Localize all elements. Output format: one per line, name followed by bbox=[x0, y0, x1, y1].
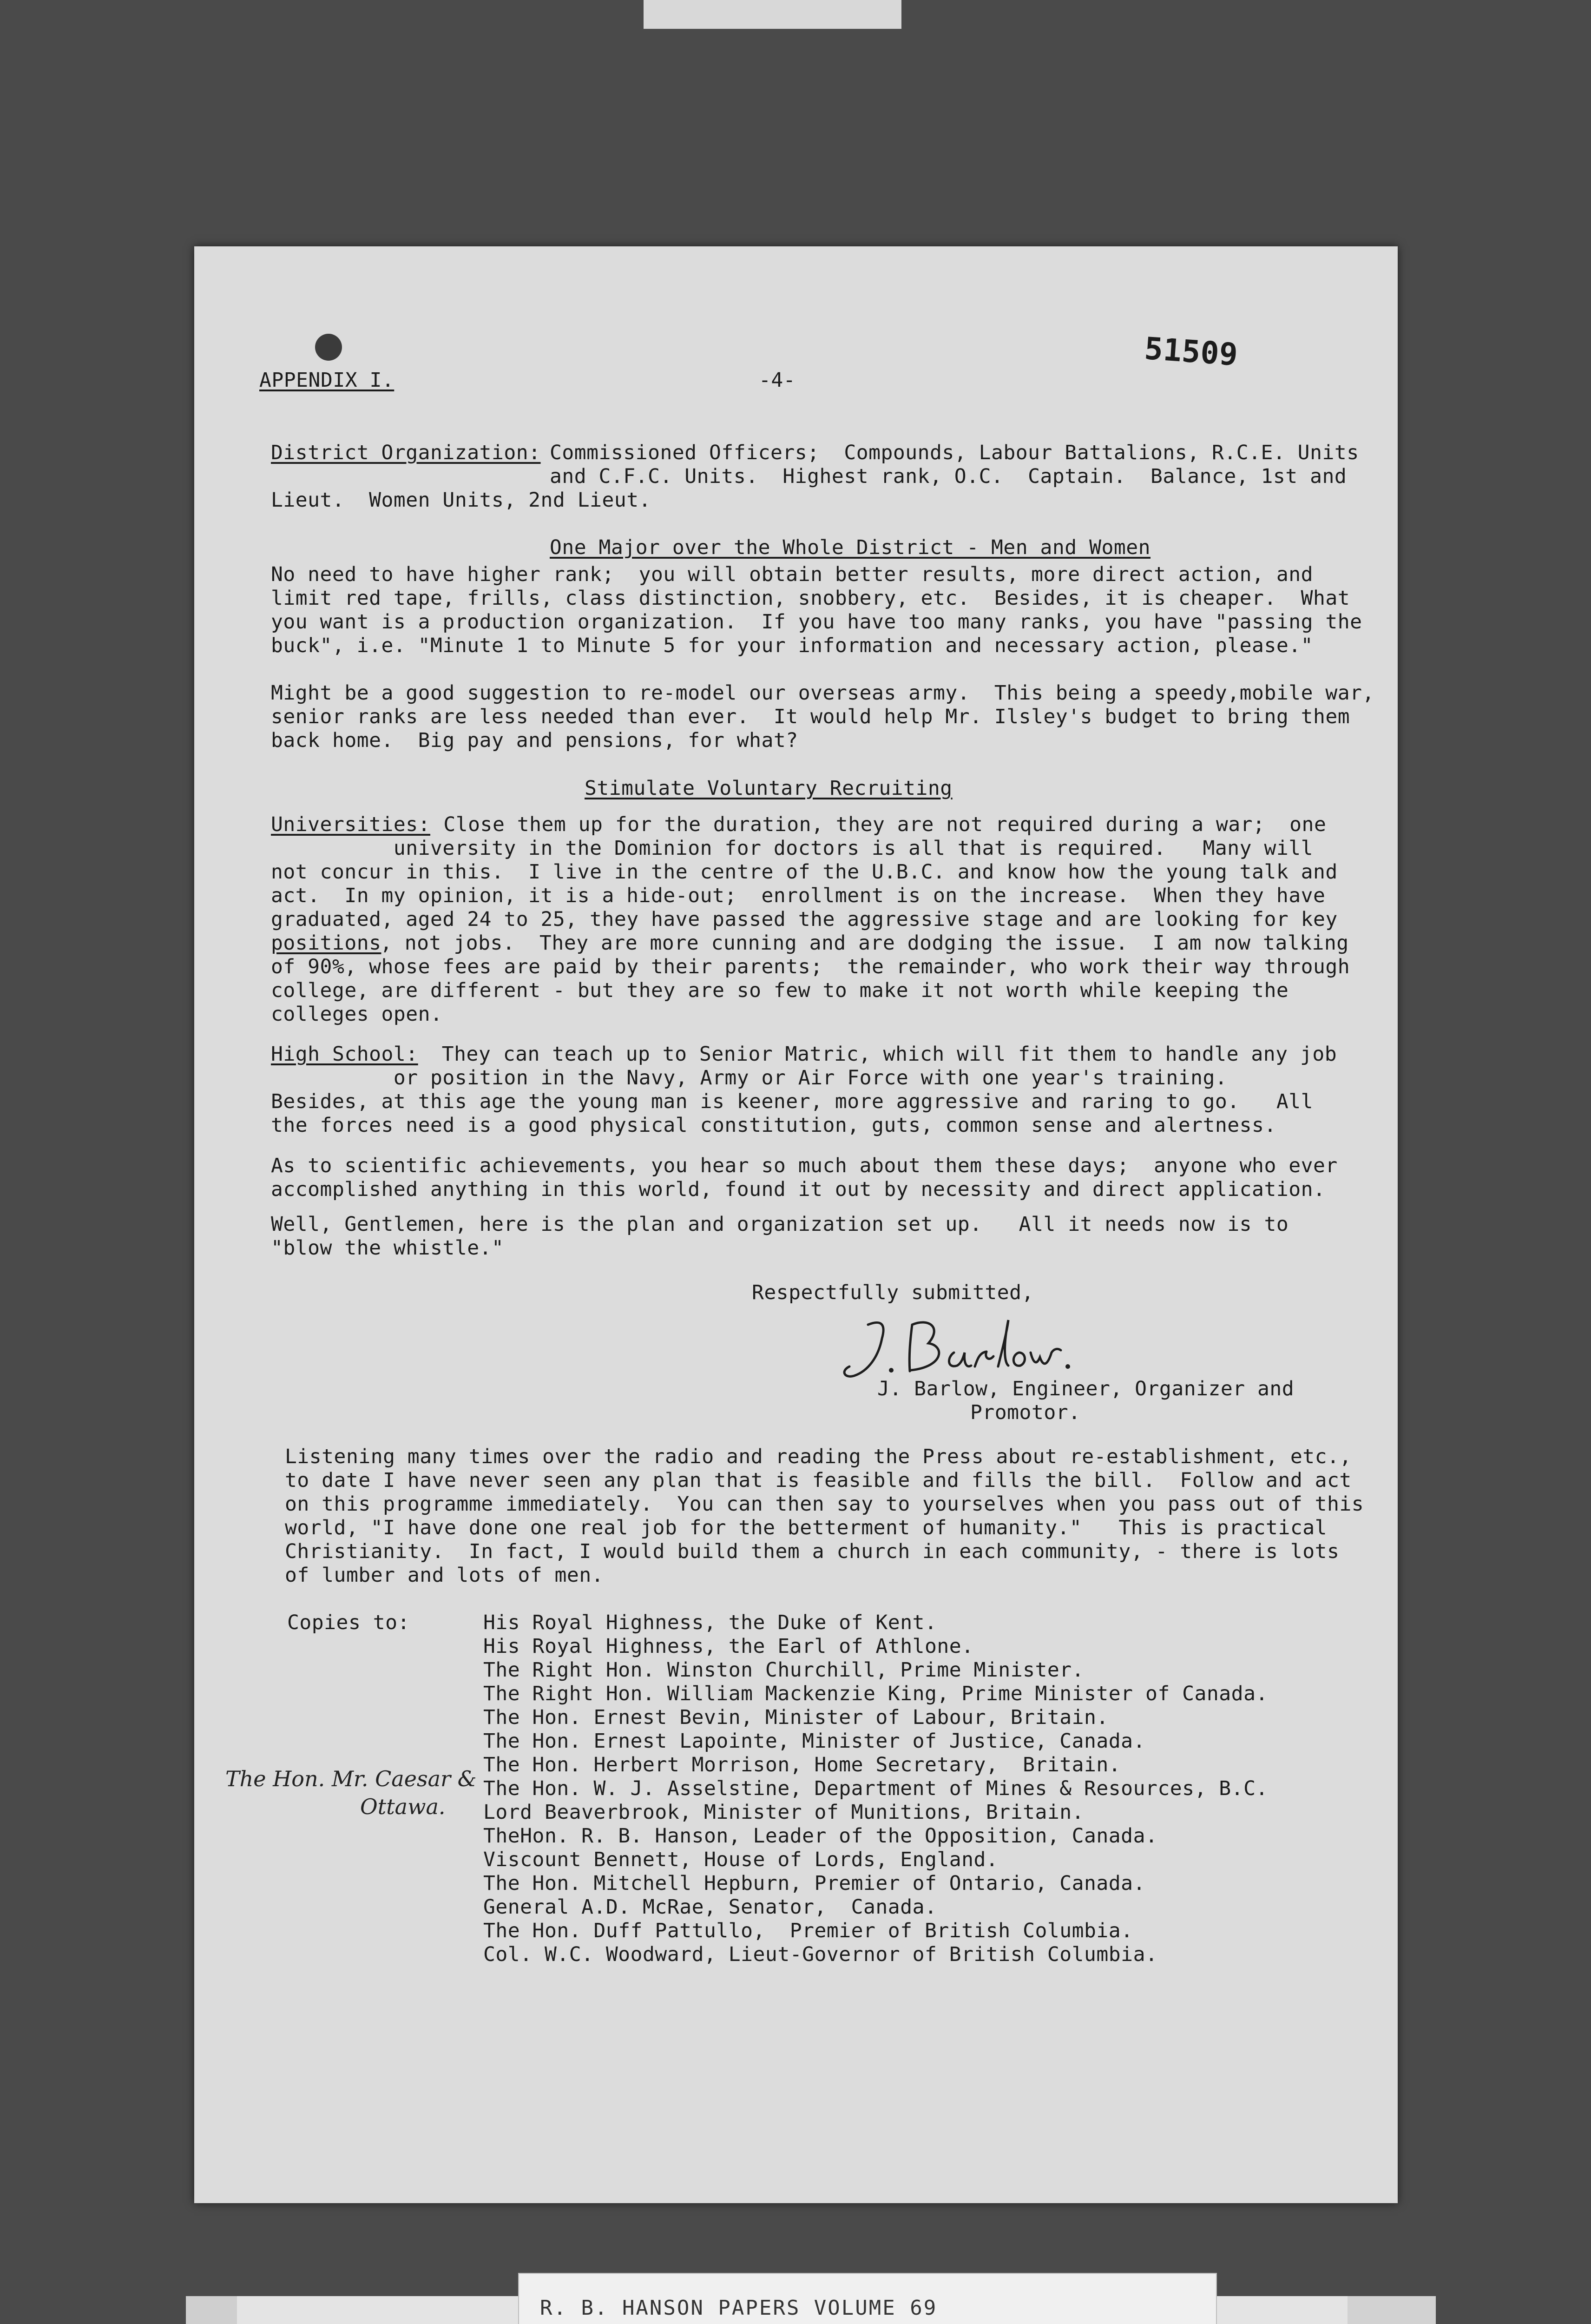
paragraph-line: , not jobs. They are more cunning and are dodging the issue. I am now talking bbox=[380, 931, 1349, 955]
recipient: The Right Hon. William Mackenzie King, Prime Minister of Canada. bbox=[483, 1682, 1268, 1705]
paragraph-line: senior ranks are less needed than ever. It would help Mr. Ilsley's budget to bring them bbox=[271, 705, 1350, 728]
document-page bbox=[194, 246, 1398, 2203]
recipient: The Hon. W. J. Asselstine, Department of Mines & Resources, B.C. bbox=[483, 1777, 1268, 1800]
district-org-line: Commissioned Officers; Compounds, Labour Battalions, R.C.E. Units bbox=[550, 441, 1359, 464]
appendix-label: APPENDIX I. bbox=[259, 369, 394, 392]
postscript-line: Listening many times over the radio and reading the Press about re-establishment, etc., bbox=[285, 1445, 1352, 1468]
postscript-line: Christianity. In fact, I would build them a church in each community, - there is lots bbox=[285, 1540, 1340, 1563]
recipient: His Royal Highness, the Earl of Athlone. bbox=[483, 1635, 974, 1658]
postscript-line: world, "I have done one real job for the betterment of humanity." This is practical bbox=[285, 1516, 1327, 1539]
paragraph-line: colleges open. bbox=[271, 1003, 443, 1026]
respectfully-submitted: Respectfully submitted, bbox=[752, 1281, 1034, 1304]
recipient: Lord Beaverbrook, Minister of Munitions, Britain. bbox=[483, 1801, 1085, 1824]
paragraph-line: Well, Gentlemen, here is the plan and organization set up. All it needs now is to bbox=[271, 1213, 1289, 1236]
handwritten-note: Ottawa. bbox=[360, 1794, 446, 1819]
recipient: Col. W.C. Woodward, Lieut-Governor of British Columbia. bbox=[483, 1943, 1158, 1966]
recipient: His Royal Highness, the Duke of Kent. bbox=[483, 1611, 937, 1634]
punch-hole bbox=[315, 334, 342, 361]
postscript-line: of lumber and lots of men. bbox=[285, 1564, 604, 1587]
top-paper-tab bbox=[644, 0, 901, 29]
district-org-line: and C.F.C. Units. Highest rank, O.C. Captain. Balance, 1st and bbox=[550, 465, 1347, 488]
paragraph-line: act. In my opinion, it is a hide-out; enrollment is on the increase. When they have bbox=[271, 884, 1326, 907]
document-number: 51509 bbox=[1143, 330, 1239, 373]
paragraph-line: As to scientific achievements, you hear so much about them these days; anyone who ever bbox=[271, 1154, 1338, 1177]
recipient: The Hon. Duff Pattullo, Premier of British Columbia. bbox=[483, 1919, 1133, 1942]
recipient: Viscount Bennett, House of Lords, England. bbox=[483, 1848, 999, 1871]
paragraph-line: accomplished anything in this world, found it out by necessity and direct application. bbox=[271, 1178, 1326, 1201]
signature bbox=[835, 1306, 1077, 1385]
postscript-line: to date I have never seen any plan that is feasible and fills the bill. Follow and act bbox=[285, 1469, 1352, 1492]
volume-label: R. B. HANSON PAPERS VOLUME 69 bbox=[540, 2296, 938, 2320]
key-positions-underlined: positions bbox=[271, 931, 381, 955]
paragraph-line: Close them up for the duration, they are not required during a war; one bbox=[431, 813, 1327, 836]
paragraph-line: graduated, aged 24 to 25, they have passed the aggressive stage and are looking for key bbox=[271, 908, 1338, 931]
paragraph-line: you want is a production organization. If you have too many ranks, you have "passing the bbox=[271, 610, 1362, 634]
recipient: General A.D. McRae, Senator, Canada. bbox=[483, 1895, 937, 1919]
high-school-label: High School: bbox=[271, 1043, 418, 1066]
paragraph-line: buck", i.e. "Minute 1 to Minute 5 for your information and necessary action, please." bbox=[271, 634, 1313, 657]
paragraph-line: college, are different - but they are so few to make it not worth while keeping the bbox=[271, 979, 1289, 1002]
paragraph-line: limit red tape, frills, class distinction, snobbery, etc. Besides, it is cheaper. What bbox=[271, 587, 1350, 610]
paragraph-line: of 90%, whose fees are paid by their parents; the remainder, who work their way through bbox=[271, 955, 1350, 978]
paragraph-line: back home. Big pay and pensions, for what? bbox=[271, 729, 798, 752]
signer-title: Promotor. bbox=[970, 1401, 1081, 1424]
card-edge-left bbox=[186, 2296, 237, 2324]
card-edge-right bbox=[1348, 2296, 1436, 2324]
paragraph-line: or position in the Navy, Army or Air Force with one year's training. bbox=[271, 1066, 1228, 1089]
universities-label: Universities: bbox=[271, 813, 431, 836]
paragraph-line: not concur in this. I live in the centre of the U.B.C. and know how the young talk and bbox=[271, 860, 1338, 884]
district-org-line: Lieut. Women Units, 2nd Lieut. bbox=[271, 489, 651, 512]
page-marker: -4- bbox=[759, 369, 796, 392]
recipient: The Hon. Mitchell Hepburn, Premier of Ontario, Canada. bbox=[483, 1872, 1145, 1895]
paragraph-line: "blow the whistle." bbox=[271, 1236, 504, 1260]
recipient: The Hon. Ernest Bevin, Minister of Labour, Britain. bbox=[483, 1706, 1109, 1729]
recipient: The Right Hon. Winston Churchill, Prime Minister. bbox=[483, 1658, 1085, 1682]
section-heading: One Major over the Whole District - Men and Women bbox=[550, 536, 1151, 559]
paragraph-line: No need to have higher rank; you will obtain better results, more direct action, and bbox=[271, 563, 1313, 586]
handwritten-note: The Hon. Mr. Caesar & bbox=[225, 1766, 477, 1791]
paragraph-line: the forces need is a good physical constitution, guts, common sense and alertness. bbox=[271, 1114, 1276, 1137]
copies-label: Copies to: bbox=[287, 1611, 410, 1634]
recipient: TheHon. R. B. Hanson, Leader of the Opposition, Canada. bbox=[483, 1824, 1158, 1848]
paragraph-line: They can teach up to Senior Matric, which will fit them to handle any job bbox=[417, 1043, 1337, 1066]
signer-name: J. Barlow, Engineer, Organizer and bbox=[877, 1377, 1295, 1400]
paragraph-line: Might be a good suggestion to re-model our overseas army. This being a speedy,mobile war, bbox=[271, 681, 1374, 705]
paragraph-line: university in the Dominion for doctors is all that is required. Many will bbox=[271, 837, 1313, 860]
section-heading: Stimulate Voluntary Recruiting bbox=[585, 777, 953, 800]
paragraph-line: Besides, at this age the young man is keener, more aggressive and raring to go. All bbox=[271, 1090, 1313, 1113]
recipient: The Hon. Ernest Lapointe, Minister of Justice, Canada. bbox=[483, 1730, 1145, 1753]
district-org-label: District Organization: bbox=[271, 441, 541, 464]
recipient: The Hon. Herbert Morrison, Home Secretary, Britain. bbox=[483, 1753, 1121, 1776]
volume-label-slip bbox=[518, 2273, 1217, 2324]
postscript-line: on this programme immediately. You can then say to yourselves when you pass out of this bbox=[285, 1492, 1364, 1516]
